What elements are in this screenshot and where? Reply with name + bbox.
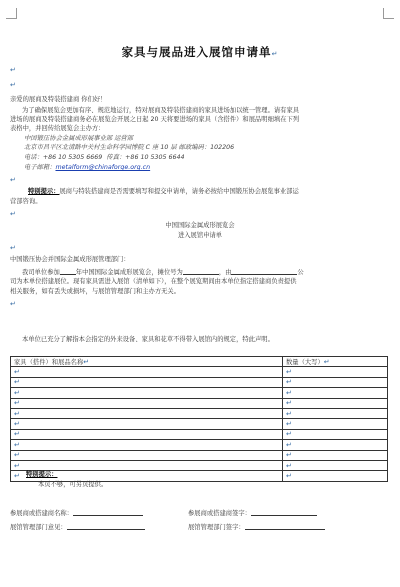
header-item-name-text: 家具（搭件）和展品名称 <box>14 359 84 367</box>
organizer-phone-fax <box>24 154 185 163</box>
paragraph-mark: ↵ <box>14 399 20 408</box>
paragraph-mark: ↵ <box>14 420 20 429</box>
quantity-cell[interactable] <box>283 388 388 398</box>
exhibitor-sign-field[interactable] <box>251 509 317 516</box>
paragraph-mark: ↵ <box>286 451 292 460</box>
venue-opinion-label: 展馆管理部门意见： <box>10 524 67 531</box>
recipient-line-1: 中国国际金属成形展览会 <box>165 222 235 229</box>
booth-number-field[interactable] <box>183 268 219 275</box>
email-link[interactable]: metalform@chinaforge.org.cn <box>55 164 151 171</box>
quantity-cell[interactable] <box>283 398 388 408</box>
items-table <box>10 356 388 482</box>
item-name-cell[interactable] <box>11 367 283 377</box>
form-title <box>0 44 400 60</box>
table-row <box>11 450 388 460</box>
venue-sign-label: 展馆管理部门签字： <box>188 524 245 531</box>
table-row <box>11 460 388 470</box>
notice-line-2: 营部咨询。 <box>10 198 42 205</box>
exhibitor-name-label: 参展商或搭建商名称： <box>10 510 73 517</box>
year-field[interactable] <box>60 268 76 275</box>
paragraph-mark: ↵ <box>286 430 292 439</box>
signature-row-1 <box>10 508 143 517</box>
header-quantity-text: 数量（大写） <box>286 359 324 367</box>
paragraph-mark: ↵ <box>10 81 16 89</box>
item-name-cell[interactable] <box>11 460 283 470</box>
table-row <box>11 398 388 408</box>
table-row <box>11 419 388 429</box>
paragraph-mark: ↵ <box>10 244 16 252</box>
paragraph-mark: ↵ <box>286 378 292 387</box>
body-text: ，由 <box>218 269 232 276</box>
paragraph-mark: ↵ <box>83 358 90 367</box>
table-row <box>11 471 388 481</box>
header-quantity <box>283 357 388 367</box>
exhibitor-name-field[interactable] <box>73 509 143 516</box>
paragraph-mark: ↵ <box>286 368 292 377</box>
fax-value: +86 10 5305 6644 <box>125 154 185 161</box>
venue-sign-field[interactable] <box>245 523 325 530</box>
quantity-cell[interactable] <box>283 419 388 429</box>
paragraph-mark: ↵ <box>14 451 20 460</box>
declaration: 本单位已充分了解指本会指定的外来设备、家具和花草不得带入展馆内的规定，特此声明。 <box>22 336 274 343</box>
body-line-2: 司为本单位搭建展位。现有家具需进入展馆（清单如下），在整个展览期间由本单位指定搭建商负责提供 <box>10 278 297 285</box>
exhibitor-sign-label: 参展商或搭建商签字： <box>188 510 251 517</box>
paragraph-mark: ↵ <box>286 388 292 397</box>
paragraph-mark: ↵ <box>10 66 16 74</box>
recipient-line-2: 进入展馆申请单 <box>177 232 223 239</box>
paragraph-mark: ↵ <box>286 440 292 449</box>
paragraph-mark: ↵ <box>10 210 16 218</box>
paragraph-mark: ↵ <box>14 440 20 449</box>
signature-row-1b <box>188 508 317 517</box>
paragraph-mark: ↵ <box>14 471 20 480</box>
table-header-row <box>11 357 388 367</box>
table-row <box>11 367 388 377</box>
item-name-cell[interactable] <box>11 388 283 398</box>
paragraph-mark: ↵ <box>14 388 20 397</box>
quantity-cell[interactable] <box>283 460 388 470</box>
paragraph-mark: ↵ <box>286 399 292 408</box>
paragraph-mark: ↵ <box>286 471 292 480</box>
table-row <box>11 377 388 387</box>
paragraph-mark: ↵ <box>14 378 20 387</box>
footer-notice-text: 本页不够，可另页提供。 <box>38 481 108 488</box>
item-name-cell[interactable] <box>11 408 283 418</box>
paragraph-mark: ↵ <box>10 176 16 184</box>
item-name-cell[interactable] <box>11 440 283 450</box>
table-row <box>11 429 388 439</box>
quantity-cell[interactable] <box>283 408 388 418</box>
paragraph-mark: ↵ <box>271 50 279 58</box>
paragraph-mark: ↵ <box>14 461 20 470</box>
quantity-cell[interactable] <box>283 429 388 439</box>
intro-line-3: 表格中，并回传给展览会主办方： <box>10 125 105 132</box>
quantity-cell[interactable] <box>283 440 388 450</box>
paragraph-mark: ↵ <box>14 430 20 439</box>
page-corner-mark-left <box>6 8 17 19</box>
paragraph-mark: ↵ <box>14 409 20 418</box>
table-row <box>11 408 388 418</box>
quantity-cell[interactable] <box>283 367 388 377</box>
quantity-cell[interactable] <box>283 377 388 387</box>
table-row <box>11 388 388 398</box>
footer-notice-label-text: 特别提示： <box>26 471 58 478</box>
footer-notice-label <box>26 471 57 480</box>
salutation: 中国锻压协会并国际金属成形展管理部门： <box>10 256 130 263</box>
greeting: 亲爱的展商及特装搭建商 你们好！ <box>10 96 107 103</box>
paragraph-mark: ↵ <box>286 420 292 429</box>
paragraph-mark: ↵ <box>10 300 16 308</box>
body-text: 我司单位参加 <box>22 269 60 276</box>
notice-line-1 <box>28 188 299 197</box>
organizer-name: 中国锻压协会金属成形展事业部 运营部 <box>24 135 134 142</box>
item-name-cell[interactable] <box>11 419 283 429</box>
table-row <box>11 440 388 450</box>
signature-row-2b <box>188 522 325 531</box>
intro-line-1: 为了确保展览会更加有序、规范地运行，特对展商及特装搭建商的家具进场加以统一管理。请有家具 <box>22 107 300 114</box>
phone-value: +86 10 5305 6669 <box>42 154 103 161</box>
quantity-cell[interactable] <box>283 450 388 460</box>
organizer-address: 北京市昌平区北清路中关村生命科学园博院 C 座 10 层 邮政编码：102206 <box>24 144 235 151</box>
paragraph-mark: ↵ <box>286 461 292 470</box>
item-name-cell[interactable] <box>11 429 283 439</box>
header-item-name <box>11 357 283 367</box>
item-name-cell[interactable] <box>11 377 283 387</box>
body-text: 公 <box>297 269 304 276</box>
intro-line-2: 进场的展商及特装搭建商务必在展览会开展之日起 20 天将要进场的家具（含搭件）和展品明细填在下列 <box>10 116 300 123</box>
body-line-1 <box>22 268 304 278</box>
body-text: 年中国国际金属成形展览会，摊位号为 <box>75 269 183 276</box>
items-table-body <box>11 357 388 482</box>
notice-text: 展商与特装搭建商是否需要填写和提交申请单，请务必按给中国锻压协会展览事业部运 <box>59 188 299 195</box>
signature-row-2 <box>10 522 145 531</box>
body-line-3: 相关服务，如有丢失或损坏，与展馆管理部门和主办方无关。 <box>10 288 181 295</box>
page-corner-mark-right <box>383 8 394 19</box>
fax-label: 传真： <box>106 154 126 161</box>
paragraph-mark: ↵ <box>323 358 330 367</box>
phone-label: 电话： <box>24 154 43 161</box>
notice-label: 特别提示： <box>28 188 60 195</box>
paragraph-mark: ↵ <box>286 409 292 418</box>
builder-name-field[interactable] <box>231 268 297 275</box>
form-title-text: 家具与展品进入展馆申请单 <box>121 45 272 59</box>
organizer-email <box>24 164 150 173</box>
item-name-cell[interactable] <box>11 450 283 460</box>
email-label: 电子邮箱： <box>24 164 56 171</box>
item-name-cell[interactable] <box>11 398 283 408</box>
venue-opinion-field[interactable] <box>67 523 145 530</box>
quantity-cell[interactable] <box>283 471 388 481</box>
paragraph-mark: ↵ <box>14 368 20 377</box>
